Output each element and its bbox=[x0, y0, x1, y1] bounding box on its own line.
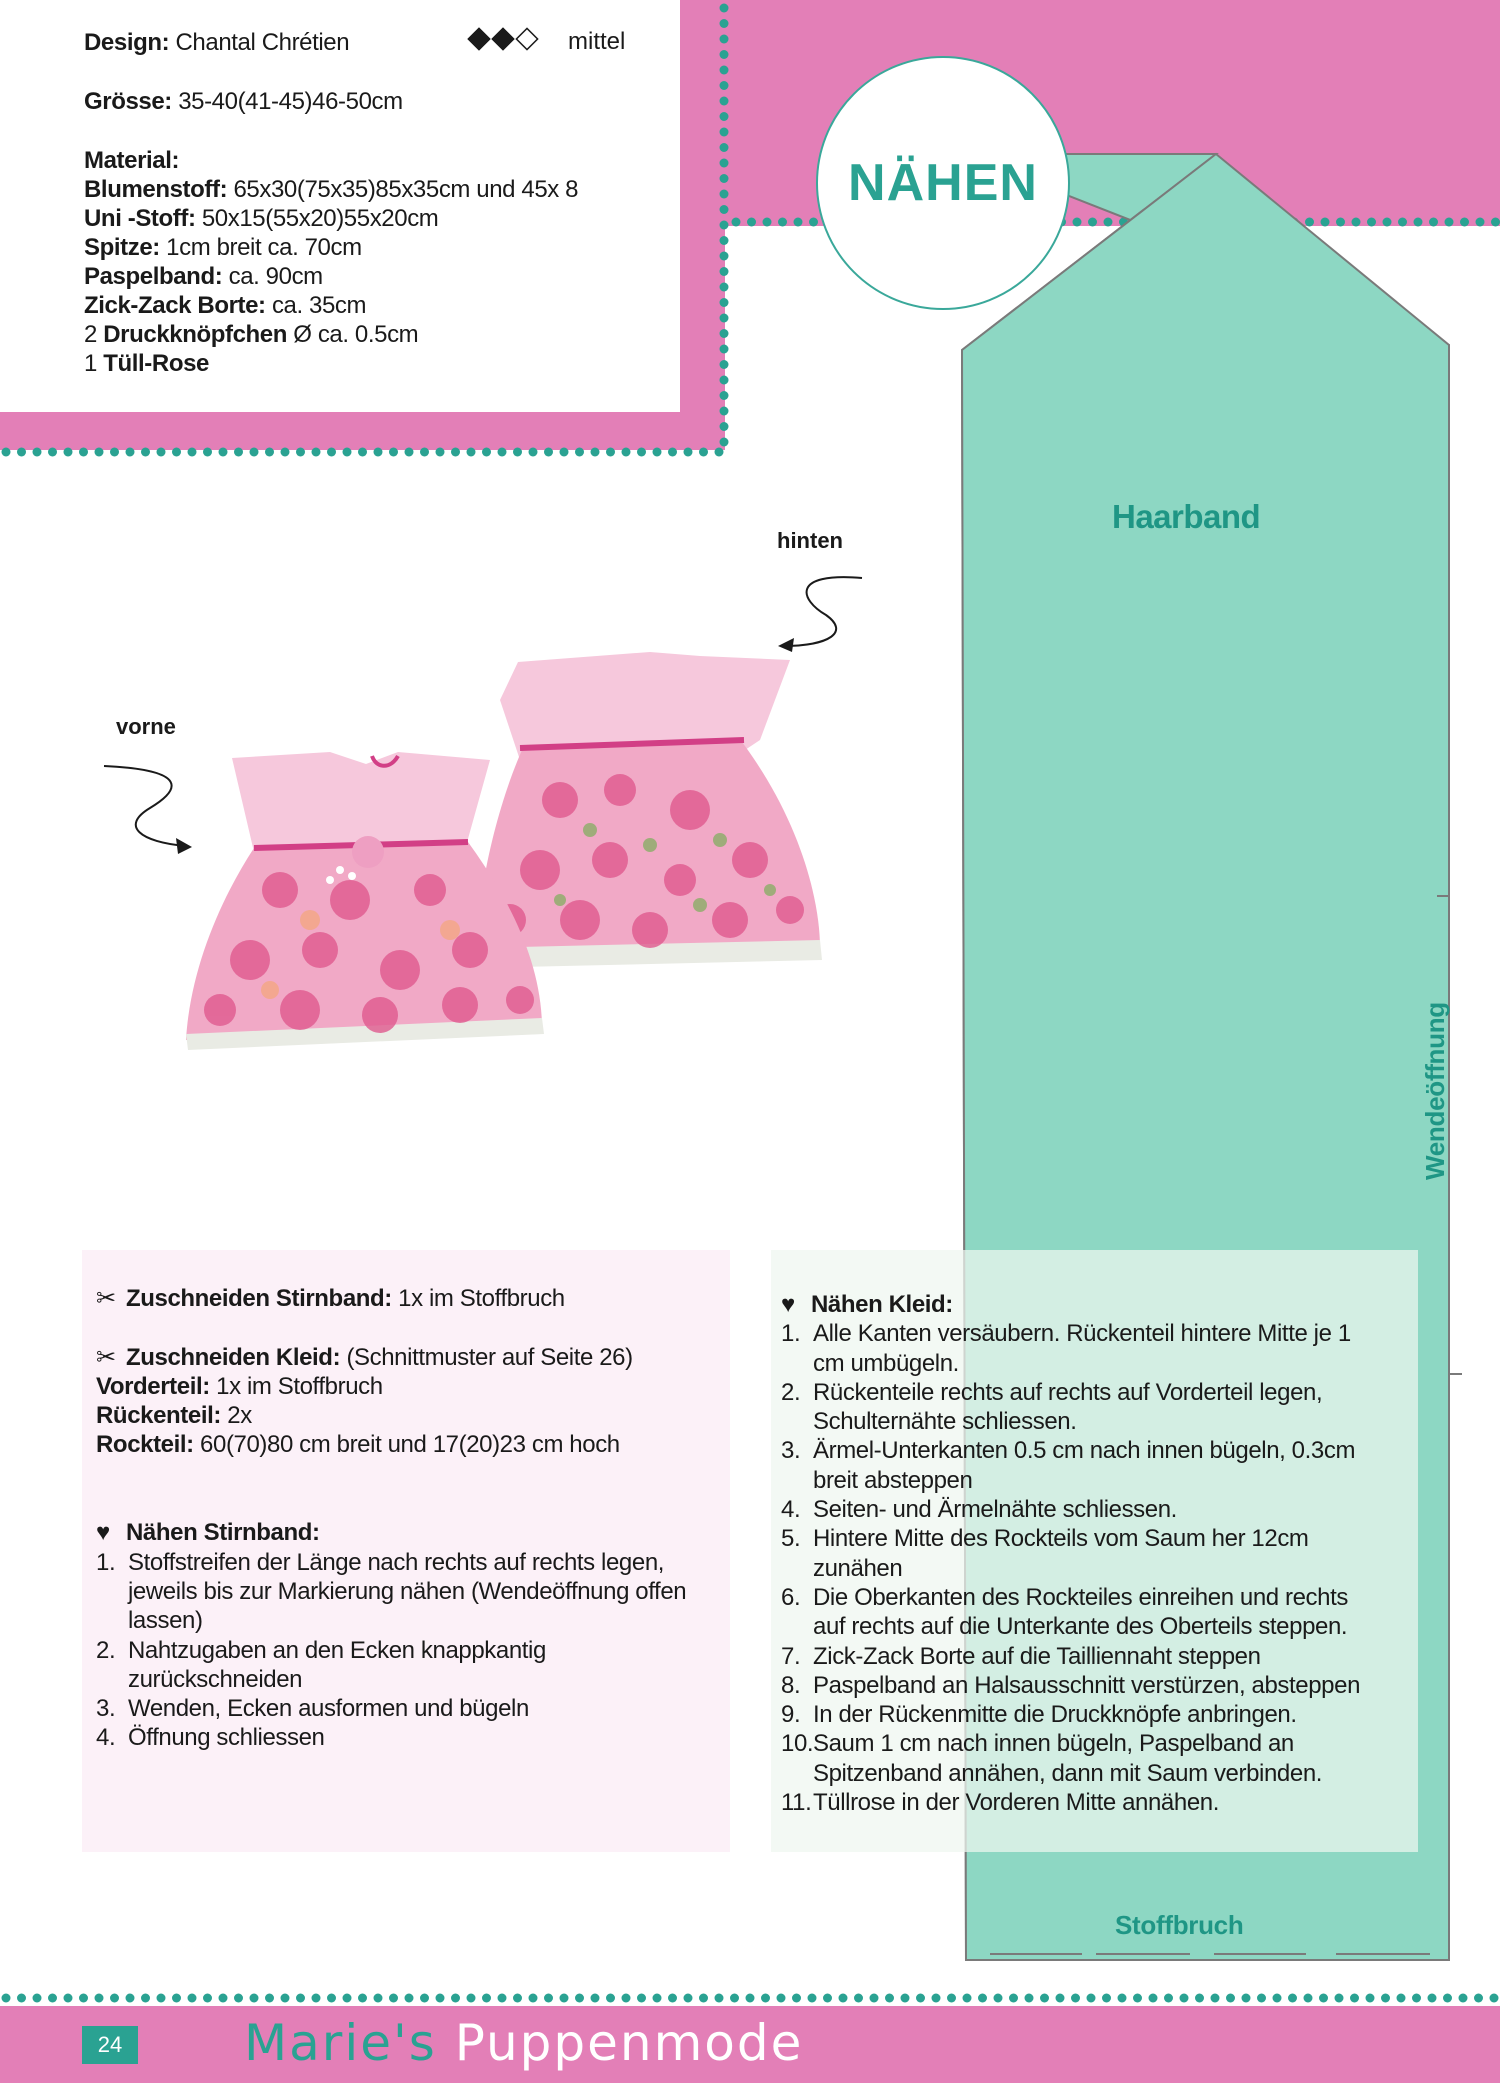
part-line: Rockteil: 60(70)80 cm breit und 17(20)23 cm hoch bbox=[96, 1431, 620, 1459]
pattern-title: Haarband bbox=[1112, 498, 1261, 535]
design-line: Design: Chantal Chrétien bbox=[84, 29, 350, 56]
heart-icon: ♥ bbox=[96, 1519, 110, 1547]
dress-steps bbox=[781, 1319, 1381, 1817]
pattern-side-label: Wendeöffnung bbox=[1420, 1002, 1450, 1180]
list-item: 3. Wenden, Ecken ausformen und bügeln bbox=[96, 1695, 529, 1723]
list-item: 11. Tüllrose in der Vorderen Mitte annähen. bbox=[781, 1789, 1219, 1817]
cut-dress-line: ✂ Zuschneiden Kleid: (Schnittmuster auf Seite 26) bbox=[96, 1343, 633, 1371]
instructions-left bbox=[82, 1250, 730, 1852]
list-item: 6. Die Oberkanten des Rockteiles einreihen und rechts auf rechts auf die Unterkante des Oberteils steppen. bbox=[781, 1583, 1348, 1641]
badge-text: NÄHEN bbox=[848, 154, 1038, 212]
back-arrow-icon bbox=[782, 577, 862, 646]
list-item: 1. Stoffstreifen der Länge nach rechts auf rechts legen, jeweils bis zur Markierung nähen (Wendeöffnung offen lassen) bbox=[96, 1548, 687, 1635]
list-item: 10. Saum 1 cm nach innen bügeln, Paspelband an Spitzenband annähen, dann mit Saum verbinden. bbox=[781, 1730, 1323, 1787]
material-item: Spitze: 1cm breit ca. 70cm bbox=[84, 234, 362, 261]
list-item: 3. Ärmel-Unterkanten 0.5 cm nach innen bügeln, 0.3cm breit absteppen bbox=[781, 1437, 1356, 1494]
list-item: 1. Alle Kanten versäubern. Rückenteil hintere Mitte je 1 cm umbügeln. bbox=[781, 1320, 1351, 1377]
dress-front-image bbox=[186, 752, 544, 1050]
cut-headband-line: ✂ Zuschneiden Stirnband: 1x im Stoffbruch bbox=[96, 1285, 565, 1312]
page-number: 24 bbox=[82, 2026, 138, 2064]
list-item: 5. Hintere Mitte des Rockteils vom Saum her 12cm zunähen bbox=[781, 1525, 1309, 1582]
heart-icon: ♥ bbox=[781, 1291, 795, 1318]
material-item: Blumenstoff: 65x30(75x35)85x35cm und 45x 8 bbox=[84, 176, 579, 203]
instructions-right bbox=[771, 1250, 1418, 1852]
list-item: 4. Seiten- und Ärmelnähte schliessen. bbox=[781, 1496, 1177, 1524]
sew-headband-title: ♥ Nähen Stirnband: bbox=[96, 1519, 320, 1547]
part-line: Vorderteil: 1x im Stoffbruch bbox=[96, 1372, 383, 1400]
scissors-icon: ✂ bbox=[96, 1285, 116, 1312]
list-item: 4. Öffnung schliessen bbox=[96, 1724, 325, 1752]
material-item: 2 Druckknöpfchen Ø ca. 0.5cm bbox=[84, 321, 419, 348]
list-item: 8. Paspelband an Halsausschnitt verstürzen, absteppen bbox=[781, 1671, 1361, 1699]
list-item: 7. Zick-Zack Borte auf die Tailliennaht steppen bbox=[781, 1642, 1261, 1670]
difficulty-label: mittel bbox=[568, 28, 626, 55]
list-item: 9. In der Rückenmitte die Druckknöpfe anbringen. bbox=[781, 1701, 1297, 1729]
front-arrow-icon bbox=[104, 766, 186, 846]
material-item: Paspelband: ca. 90cm bbox=[84, 263, 323, 290]
size-line: Grösse: 35-40(41-45)46-50cm bbox=[84, 88, 403, 115]
headband-steps bbox=[96, 1548, 696, 1753]
list-item: 2. Rückenteile rechts auf rechts auf Vorderteil legen, Schulternähte schliessen. bbox=[781, 1378, 1323, 1436]
front-label: vorne bbox=[116, 714, 176, 739]
brand-title: Marie's Puppenmode bbox=[244, 2014, 804, 2072]
material-heading: Material: bbox=[84, 147, 180, 174]
material-item: 1 Tüll-Rose bbox=[84, 350, 209, 377]
material-item: Uni -Stoff: 50x15(55x20)55x20cm bbox=[84, 205, 439, 232]
sew-dress-title: ♥ Nähen Kleid: bbox=[781, 1291, 953, 1318]
back-label: hinten bbox=[777, 528, 843, 553]
dress-back-image bbox=[476, 652, 822, 968]
part-line: Rückenteil: 2x bbox=[96, 1402, 252, 1430]
scissors-icon: ✂ bbox=[96, 1343, 116, 1371]
pattern-bottom-label: Stoffbruch bbox=[1115, 1910, 1244, 1940]
list-item: 2. Nahtzugaben an den Ecken knappkantig zurückschneiden bbox=[96, 1636, 546, 1693]
material-item: Zick-Zack Borte: ca. 35cm bbox=[84, 292, 367, 319]
